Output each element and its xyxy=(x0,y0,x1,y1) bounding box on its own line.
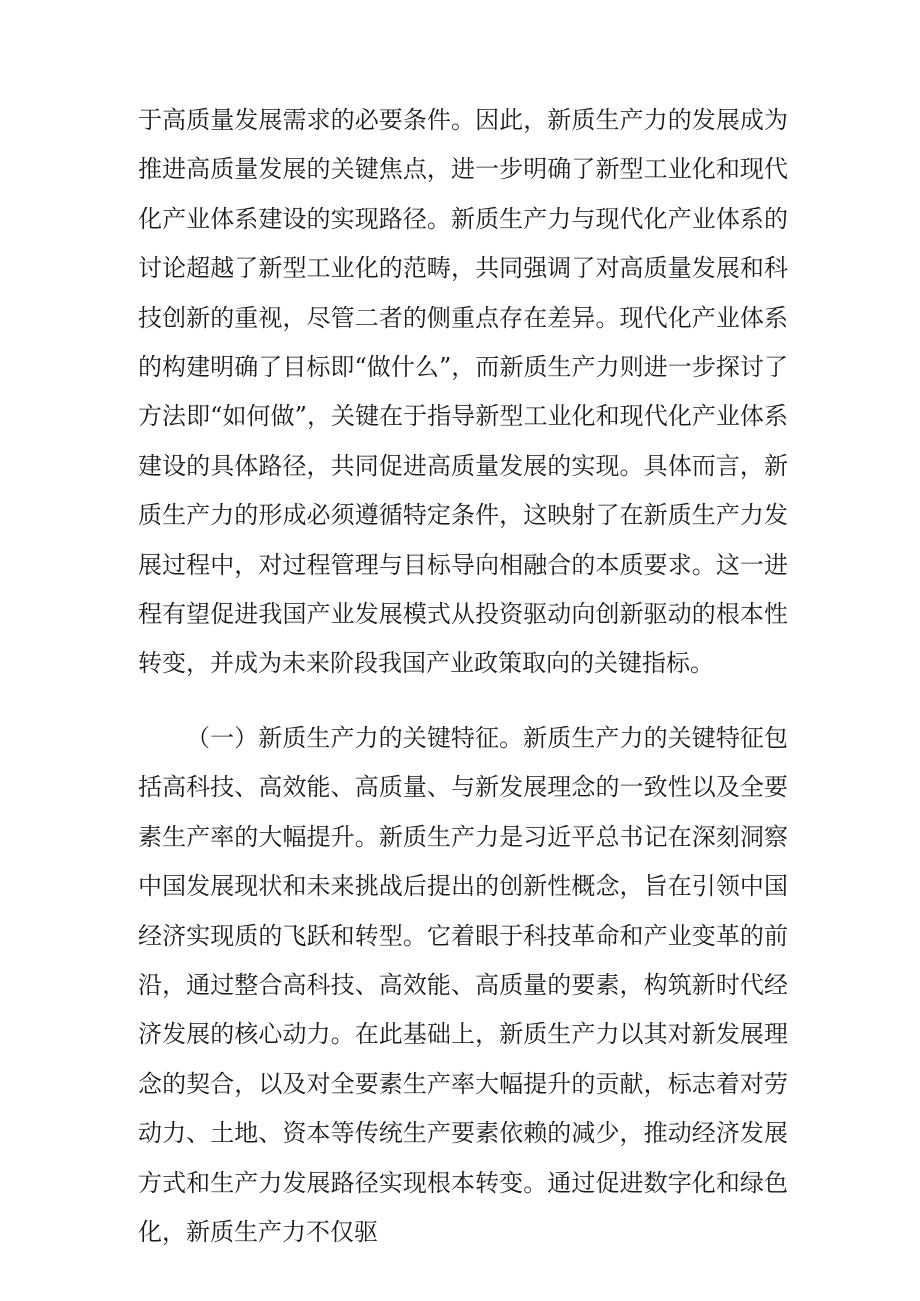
paragraph-key-features: （一）新质生产力的关键特征。新质生产力的关键特征包括高科技、高效能、高质量、与新发展理念的一致性以及全要素生产率的大幅提升。新质生产力是习近平总书记在深刻洞察中国发展现状和未来挑战后提出的创新性概念，旨在引领中国经济实现质的飞跃和转型。它着眼于科技革命和产业变革的前沿，通过整合高科技、高效能、高质量的要素，构筑新时代经济发展的核心动力。在此基础上，新质生产力以其对新发展理念的契合，以及对全要素生产率大幅提升的贡献，标志着对劳动力、土地、资本等传统生产要素依赖的减少，推动经济发展方式和生产力发展路径实现根本转变。通过促进数字化和绿色化，新质生产力不仅驱 xyxy=(138,723,788,1246)
document-page xyxy=(138,96,788,1257)
paragraph-continuation: 于高质量发展需求的必要条件。因此，新质生产力的发展成为推进高质量发展的关键焦点，进一步明确了新型工业化和现代化产业体系建设的实现路径。新质生产力与现代化产业体系的讨论超越了新型工业化的范畴，共同强调了对高质量发展和科技创新的重视，尽管二者的侧重点存在差异。现代化产业体系的构建明确了目标即“做什么”，而新质生产力则进一步探讨了方法即“如何做”，关键在于指导新型工业化和现代化产业体系建设的具体路径，共同促进高质量发展的实现。具体而言，新质生产力的形成必须遵循特定条件，这映射了在新质生产力发展过程中，对过程管理与目标导向相融合的本质要求。这一进程有望促进我国产业发展模式从投资驱动向创新驱动的根本性转变，并成为未来阶段我国产业政策取向的关键指标。 xyxy=(138,106,788,678)
